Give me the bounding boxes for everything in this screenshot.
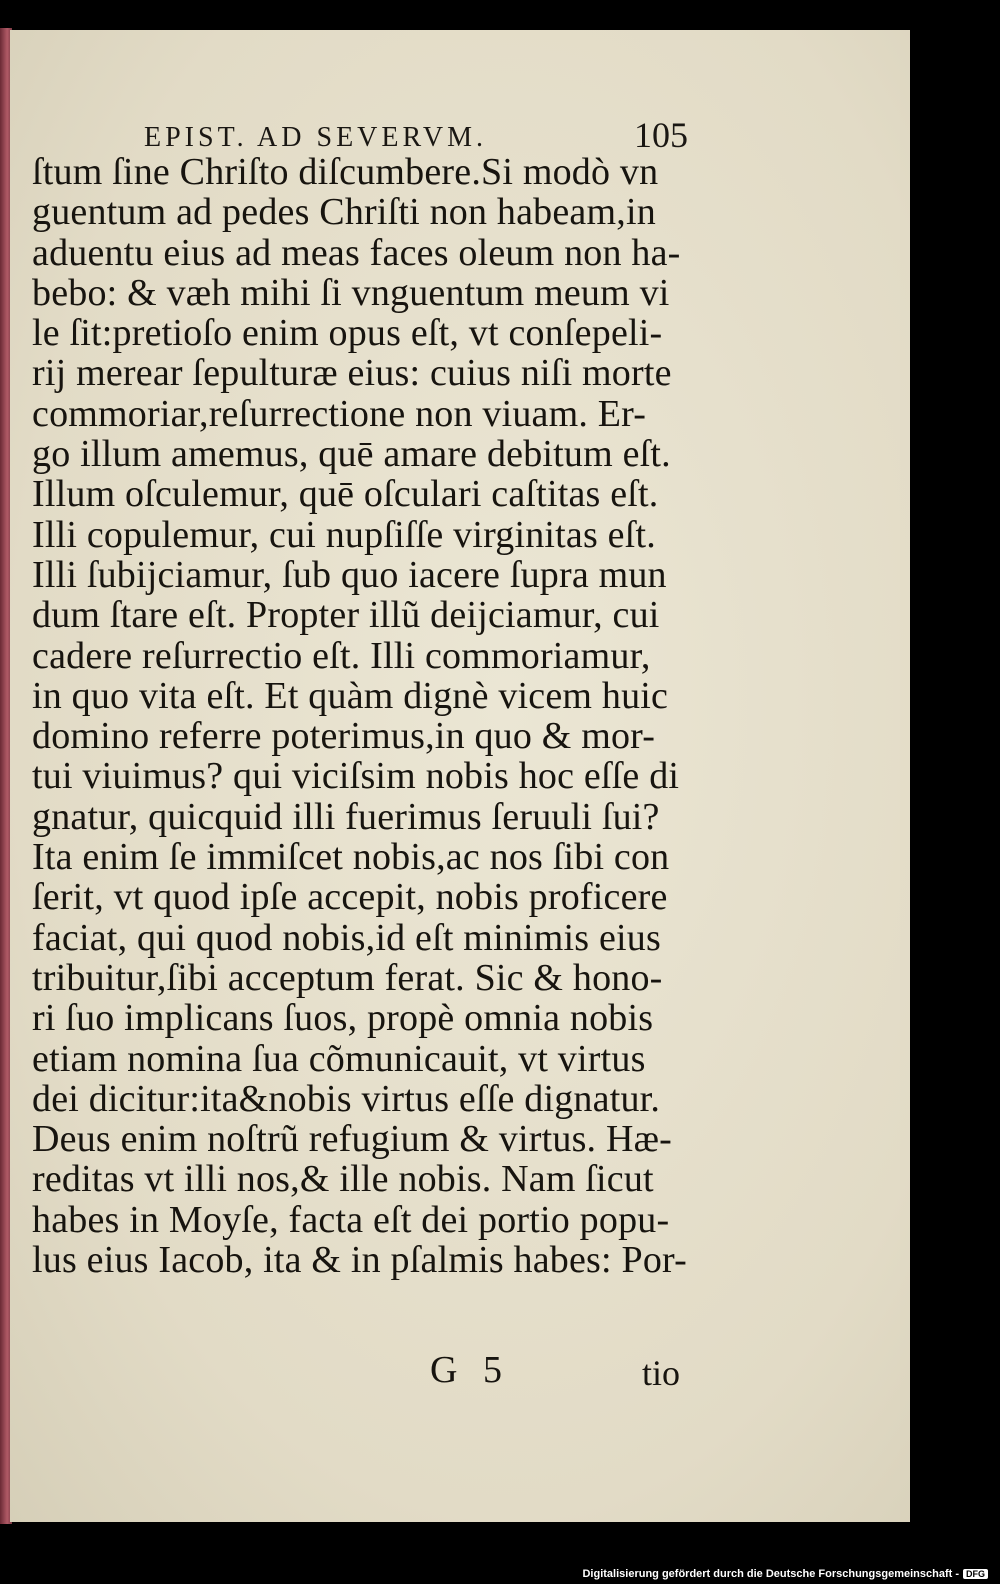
text-line: dum ſtare eſt. Propter illũ deijciamur, cui xyxy=(32,594,660,637)
page-footer xyxy=(410,1348,710,1398)
text-line: habes in Moyſe, facta eſt dei portio popu- xyxy=(32,1198,670,1241)
text-line: dei dicitur:ita&nobis virtus eſſe dignatur. xyxy=(32,1077,661,1120)
text-line: cadere reſurrectio eſt. Illi commoriamur, xyxy=(32,634,651,677)
text-line: commoriar,reſurrectione non viuam. Er- xyxy=(32,392,647,435)
text-line: ſerit, vt quod ipſe accepit, nobis proficere xyxy=(32,876,668,919)
text-line: ri ſuo implicans ſuos, propè omnia nobis xyxy=(32,997,654,1040)
dfg-logo-icon: DFG xyxy=(963,1569,988,1579)
text-line: domino referre poterimus,in quo & mor- xyxy=(32,715,656,758)
text-line: in quo vita eſt. Et quàm dignè vicem huic xyxy=(32,674,669,717)
text-line: Illum oſculemur, quē oſculari caſtitas eſt. xyxy=(32,473,659,516)
signature-mark: G 5 xyxy=(430,1349,510,1391)
text-line: rij merear ſepulturæ eius: cuius niſi morte xyxy=(32,352,672,395)
page-number: 105 xyxy=(634,115,688,155)
text-line: Deus enim noſtrũ refugium & virtus. Hæ- xyxy=(32,1118,672,1161)
text-line: lus eius Iacob, ita & in pſalmis habes: Por- xyxy=(32,1239,687,1282)
text-line: tribuitur,ſibi acceptum ferat. Sic & hono- xyxy=(32,956,663,999)
credit-text: Digitalisierung gefördert durch die Deutsche Forschungsgemeinschaft - xyxy=(582,1568,959,1580)
text-line: go illum amemus, quē amare debitum eſt. xyxy=(32,433,671,476)
text-line: gnatur, quicquid illi fuerimus ſeruuli ſui? xyxy=(32,795,660,838)
text-line: Illi ſubijciamur, ſub quo iacere ſupra mun xyxy=(32,553,667,596)
digitization-credit xyxy=(582,1568,988,1580)
text-line: le ſit:pretioſo enim opus eſt, vt conſepeli- xyxy=(32,312,663,355)
body-text xyxy=(32,152,732,1280)
book-page xyxy=(10,30,910,1522)
text-line: etiam nomina ſua cõmunicauit, vt virtus xyxy=(32,1037,646,1080)
catchword: tio xyxy=(641,1353,680,1393)
text-line: ſtum ſine Chriſto diſcumbere.Si modò vn xyxy=(32,151,659,193)
text-line: aduentu eius ad meas faces oleum non ha- xyxy=(32,231,681,274)
text-line: guentum ad pedes Chriſti non habeam,in xyxy=(32,191,656,234)
text-line: Illi copulemur, cui nupſiſſe virginitas eſt. xyxy=(32,513,656,556)
text-line: reditas vt illi nos,& ille nobis. Nam ſicut xyxy=(32,1158,654,1201)
text-line: faciat, qui quod nobis,id eſt minimis eius xyxy=(32,916,661,959)
text-line: bebo: & væh mihi ſi vnguentum meum vi xyxy=(32,271,670,314)
text-line: Ita enim ſe immiſcet nobis,ac nos ſibi con xyxy=(32,836,670,879)
running-title: EPIST. AD SEVERVM. xyxy=(144,122,488,153)
text-line: tui viuimus? qui viciſsim nobis hoc eſſe di xyxy=(32,755,680,798)
